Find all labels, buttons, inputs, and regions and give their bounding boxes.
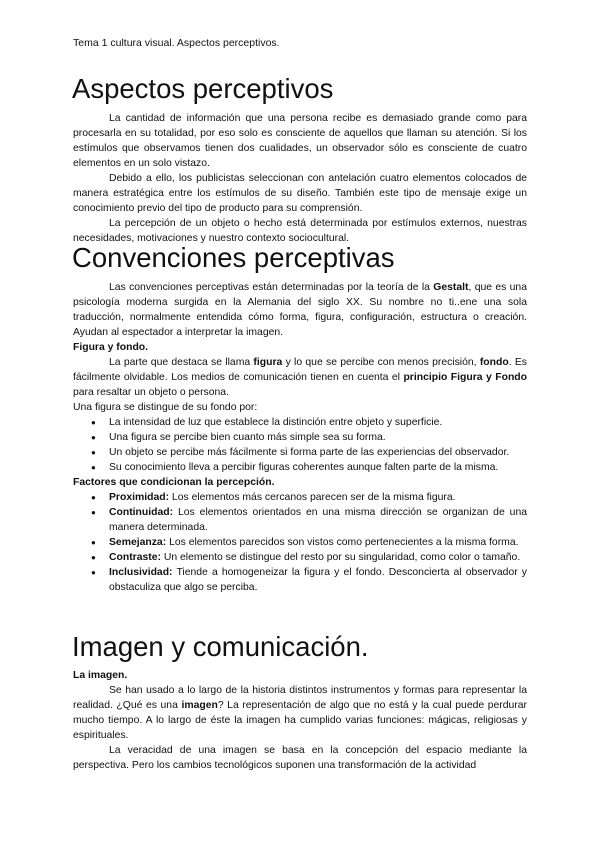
factor-term: Semejanza: bbox=[109, 537, 167, 548]
principio-term: principio Figura y Fondo bbox=[403, 372, 527, 383]
paragraph-gestalt bbox=[73, 280, 527, 340]
list-item: ● Un objeto se percibe más fácilmente si forma parte de las experiencias del observador. bbox=[109, 445, 527, 460]
list-item bbox=[109, 535, 527, 550]
list-item bbox=[109, 565, 527, 595]
subheading-factores: Factores que condicionan la percepción. bbox=[73, 477, 275, 488]
paragraph-distingue: Una figura se distingue de su fondo por: bbox=[73, 402, 258, 413]
figura-term: figura bbox=[253, 357, 283, 368]
text-run: La parte que destaca se llama bbox=[109, 357, 254, 368]
subheading-figura-fondo: Figura y fondo. bbox=[73, 342, 149, 353]
list-item bbox=[109, 490, 527, 505]
section-title-aspectos: Aspectos perceptivos bbox=[72, 73, 334, 104]
factor-text: Un elemento se distingue del resto por su singularidad, como color o tamaño. bbox=[160, 552, 521, 563]
factor-text: Los elementos más cercanos parecen ser de la misma figura. bbox=[169, 492, 456, 503]
section-imagen-body bbox=[73, 668, 527, 773]
page-header: Tema 1 cultura visual. Aspectos perceptivos. bbox=[73, 37, 280, 49]
paragraph-veracidad: La veracidad de una imagen se basa en la concepción del espacio mediante la perspectiva. Pero los cambios tecnológicos suponen una transformación de la actividad bbox=[73, 745, 527, 771]
gestalt-term: Gestalt bbox=[433, 282, 469, 293]
section-title-convenciones: Convenciones perceptivas bbox=[72, 242, 395, 273]
paragraph-figura bbox=[73, 355, 527, 400]
imagen-term: imagen bbox=[181, 700, 218, 711]
paragraph-imagen bbox=[73, 683, 527, 743]
text-run: . Es fácilmente olvidable. Los medios de comunicación tienen en cuenta el bbox=[73, 357, 527, 383]
list-item: ● La intensidad de luz que establece la distinción entre objeto y superficie. bbox=[109, 415, 527, 430]
text-run: ? La representación de algo que no está y la cual puede perdurar mucho tiempo. A lo largo de éste la imagen ha cumplido varias funciones: mágicas, religiosas y espirituales. bbox=[73, 700, 527, 741]
paragraph: Debido a ello, los publicistas seleccionan con antelación cuatro elementos colocados de manera estratégica entre los estímulos de su diseño. También este tipo de mensaje exige un conocimiento previo del tipo de producto para su comprensión. bbox=[73, 173, 527, 214]
subheading-la-imagen: La imagen. bbox=[73, 670, 128, 681]
paragraph: La cantidad de información que una persona recibe es demasiado grande como para procesarla en su totalidad, por eso solo es consciente de aquellos que llaman su atención. Si los estímulos que observamos tienen dos cualidades, un observador sólo es consciente de cuatro elementos en un solo vistazo. bbox=[73, 113, 527, 169]
list-item bbox=[109, 550, 527, 565]
list-item bbox=[109, 505, 527, 535]
bullet-list-figura bbox=[73, 415, 527, 475]
text-run: Se han usado a lo largo de la historia distintos instrumentos y formas para representar la realidad. ¿Qué es una bbox=[73, 685, 527, 711]
text-run: Las convenciones perceptivas están determinadas por la teoría de la bbox=[109, 282, 434, 293]
list-item: ● Una figura se percibe bien cuanto más simple sea su forma. bbox=[109, 430, 527, 445]
section-aspectos-body bbox=[73, 111, 527, 246]
factor-term: Contraste: bbox=[109, 552, 161, 563]
factor-term: Proximidad: bbox=[109, 492, 170, 503]
text-run: , que es una psicología moderna surgida en la Alemania del siglo XX. Su nombre no ti..ene una sola traducción, normalmente entendida cómo forma, figura, configuración, estructura o creación. Ayudan al espectador a interpretar la imagen. bbox=[73, 282, 527, 338]
factor-term: Inclusividad: bbox=[109, 567, 173, 578]
text-run: y lo que se percibe con menos precisión, bbox=[282, 357, 480, 368]
section-title-imagen: Imagen y comunicación. bbox=[72, 631, 369, 662]
text-run: para resaltar un objeto o persona. bbox=[73, 387, 229, 398]
paragraph: La percepción de un objeto o hecho está determinada por estímulos externos, nuestras necesidades, motivaciones y nuestro contexto sociocultural. bbox=[73, 218, 527, 244]
factor-text: Los elementos orientados en una misma dirección se organizan de una manera determinada. bbox=[109, 507, 527, 533]
bullet-list-factores bbox=[73, 490, 527, 595]
section-convenciones-body bbox=[73, 280, 527, 595]
factor-text: Tiende a homogeneizar la figura y el fondo. Desconcierta al observador y obstaculiza que algo se perciba. bbox=[109, 567, 527, 593]
fondo-term: fondo bbox=[479, 357, 509, 368]
factor-term: Continuidad: bbox=[109, 507, 174, 518]
factor-text: Los elementos parecidos son vistos como pertenecientes a la misma forma. bbox=[166, 537, 519, 548]
list-item: ● Su conocimiento lleva a percibir figuras coherentes aunque falten parte de la misma. bbox=[109, 460, 527, 475]
